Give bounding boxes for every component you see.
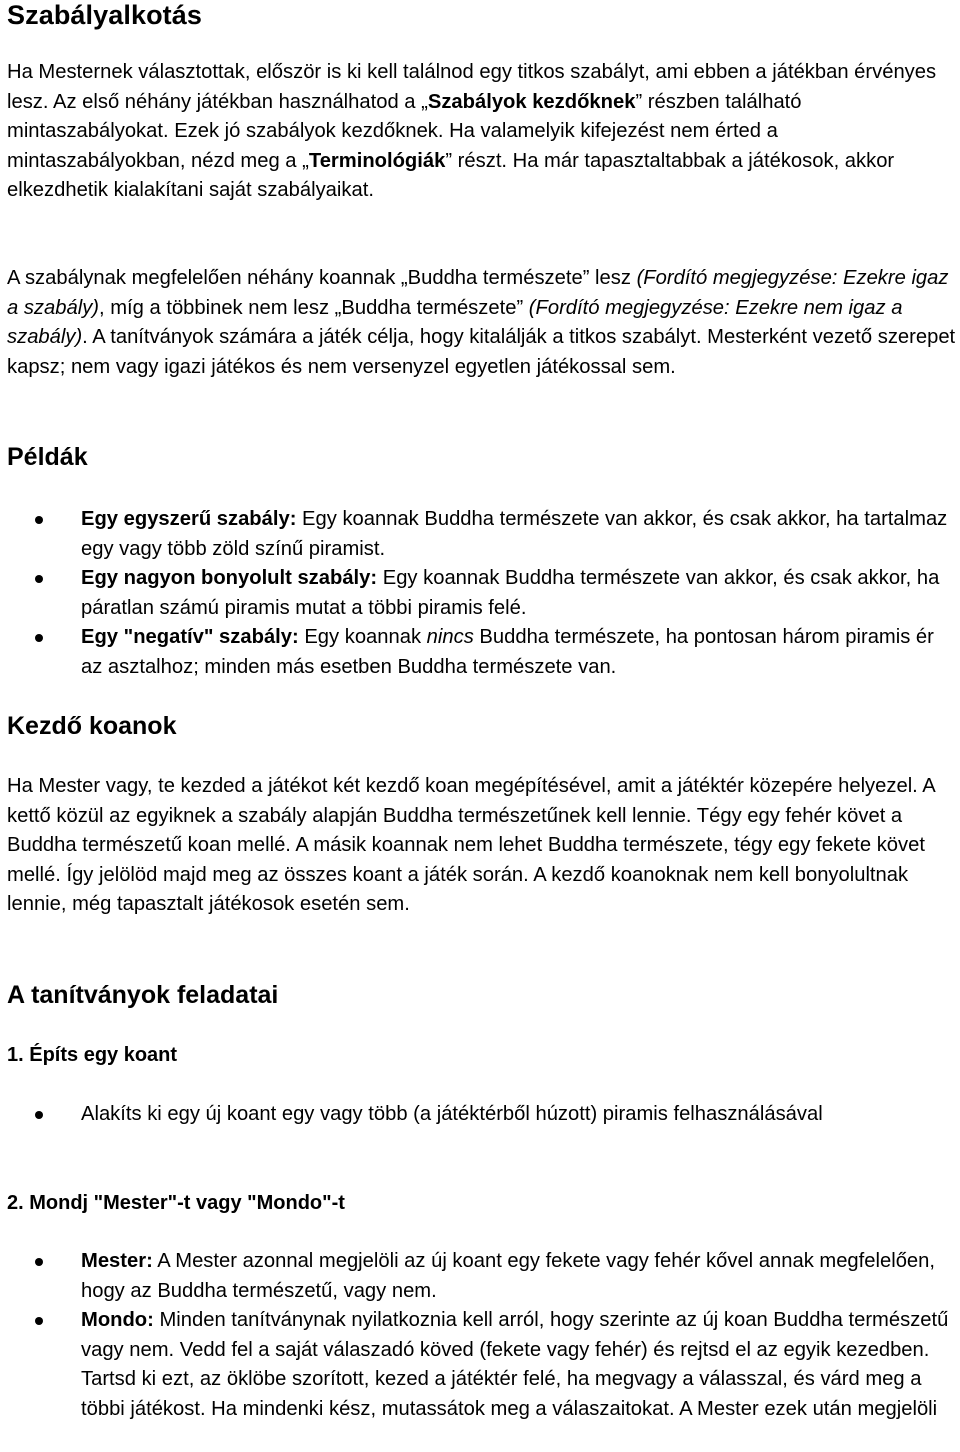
step1-heading: 1. Építs egy koant — [7, 1044, 178, 1066]
list-item — [7, 505, 957, 564]
para2-text-1: A szabálynak megfelelően néhány koannak „Buddha természete” lesz — [7, 267, 637, 289]
option-text: A Mester azonnal megjelöli az új koant egy fekete vagy fehér kővel annak megfelelően, hogy az Buddha természetű, vagy nem. — [81, 1250, 935, 1302]
example-label: Egy nagyon bonyolult szabály: — [81, 567, 378, 590]
starting-koans-paragraph: Ha Mester vagy, te kezded a játékot két kezdő koan megépítésével, amit a játéktér közepére helyezel. A kettő közül az egyiknek a szabály alapján Buddha természetűnek kell lennie. Tégy egy fehér követ a Buddha természetű koan mellé. A másik koannak nem lehet Buddha természete, tégy egy fekete követ mellé. Így jelölöd majd meg az összes koant a játék során. A kezdő koanoknak nem kell bonyolultnak lennie, még tapasztalt játékosok esetén sem. — [7, 775, 935, 916]
example-label: Egy "negatív" szabály: — [81, 626, 299, 649]
step1-item-text: Alakíts ki egy új koant egy vagy több (a játéktérből húzott) piramis felhasználásával — [81, 1103, 823, 1125]
example-label: Egy egyszerű szabály: — [81, 508, 297, 530]
bullet-icon — [35, 1317, 43, 1325]
bullet-icon — [35, 634, 43, 642]
bullet-icon — [35, 1111, 43, 1119]
bullet-icon — [35, 1258, 43, 1266]
step1-list — [7, 1100, 957, 1130]
example-text: Egy koannak Buddha természete van akkor, és csak akkor, ha páratlan számú piramis mutat a többi piramis felé. — [81, 567, 940, 619]
intro-bold-terminology: Terminológiák — [308, 149, 446, 172]
intro-text-1: Ha Mesternek választottak, először is ki kell találnod egy titkos szabályt, ami ebben a játékban érvényes lesz. Az első néhány játékban használhatod a „ — [7, 61, 937, 113]
list-item — [7, 564, 957, 623]
para2-italic-2: (Fordító megjegyzése: Ezekre nem igaz a szabály) — [7, 296, 903, 349]
para2-italic-1: (Fordító megjegyzése: Ezekre igaz a szabály) — [7, 267, 949, 319]
option-text: Minden tanítványnak nyilatkoznia kell arról, hogy szerinte az új koan Buddha természetű vagy nem. Vedd fel a saját válaszadó köved (fekete vagy fehér) és rejtsd el az egyik kezedben. Tartsd ki ezt, az öklöbe szorított, kezed a játéktér felé, ha megvagy a válasszal, és várd meg a többi játékost. Ha mindenki kész, mutassátok meg a válaszaitokat. A Mester ezek után megjelöli — [81, 1309, 949, 1420]
intro-bold-rules-for-beginners: Szabályok kezdőknek — [427, 90, 636, 113]
intro-text-2: ” részben található mintaszabályokat. Ezek jó szabályok kezdőknek. Ha valamelyik kifejezést nem érted a mintaszabályokban, nézd meg a „ — [7, 90, 802, 172]
list-item — [7, 1100, 957, 1130]
example-text-2: Buddha természete, ha pontosan három piramis ér az asztalhoz; minden más esetben Buddha természete van. — [81, 626, 934, 678]
examples-list — [7, 505, 957, 683]
intro-paragraph — [7, 58, 957, 206]
examples-heading: Példák — [7, 443, 88, 471]
example-text: Egy koannak Buddha természete van akkor, és csak akkor, ha tartalmaz egy vagy több zöld színű piramist. — [81, 508, 948, 560]
page-title: Szabályalkotás — [7, 0, 203, 30]
para2-text-3: . A tanítványok számára a játék célja, hogy kitalálják a titkos szabályt. Mesterként vezető szerepet kapsz; nem vagy igazi játékos és nem versenyzel egyetlen játékossal sem. — [7, 326, 956, 378]
student-tasks-heading: A tanítványok feladatai — [7, 981, 279, 1009]
bullet-icon — [35, 516, 43, 524]
list-item — [7, 623, 957, 682]
step2-list — [7, 1247, 957, 1425]
starting-koans-heading: Kezdő koanok — [7, 712, 177, 740]
option-label-mondo: Mondo: — [81, 1309, 154, 1332]
example-text: Egy koannak — [298, 626, 427, 649]
step2-heading: 2. Mondj "Mester"-t vagy "Mondo"-t — [7, 1192, 345, 1214]
example-italic: nincs — [426, 626, 474, 649]
intro-text-3: ” részt. Ha már tapasztaltabbak a játékosok, akkor elkezdhetik kialakítani saját szabályaikat. — [7, 149, 895, 202]
para2-text-2: , míg a többinek nem lesz „Buddha természete” — [99, 296, 529, 319]
list-item — [7, 1247, 957, 1306]
bullet-icon — [35, 575, 43, 583]
option-label-mester: Mester: — [81, 1250, 153, 1272]
list-item — [7, 1306, 957, 1424]
buddha-nature-paragraph — [7, 264, 957, 382]
